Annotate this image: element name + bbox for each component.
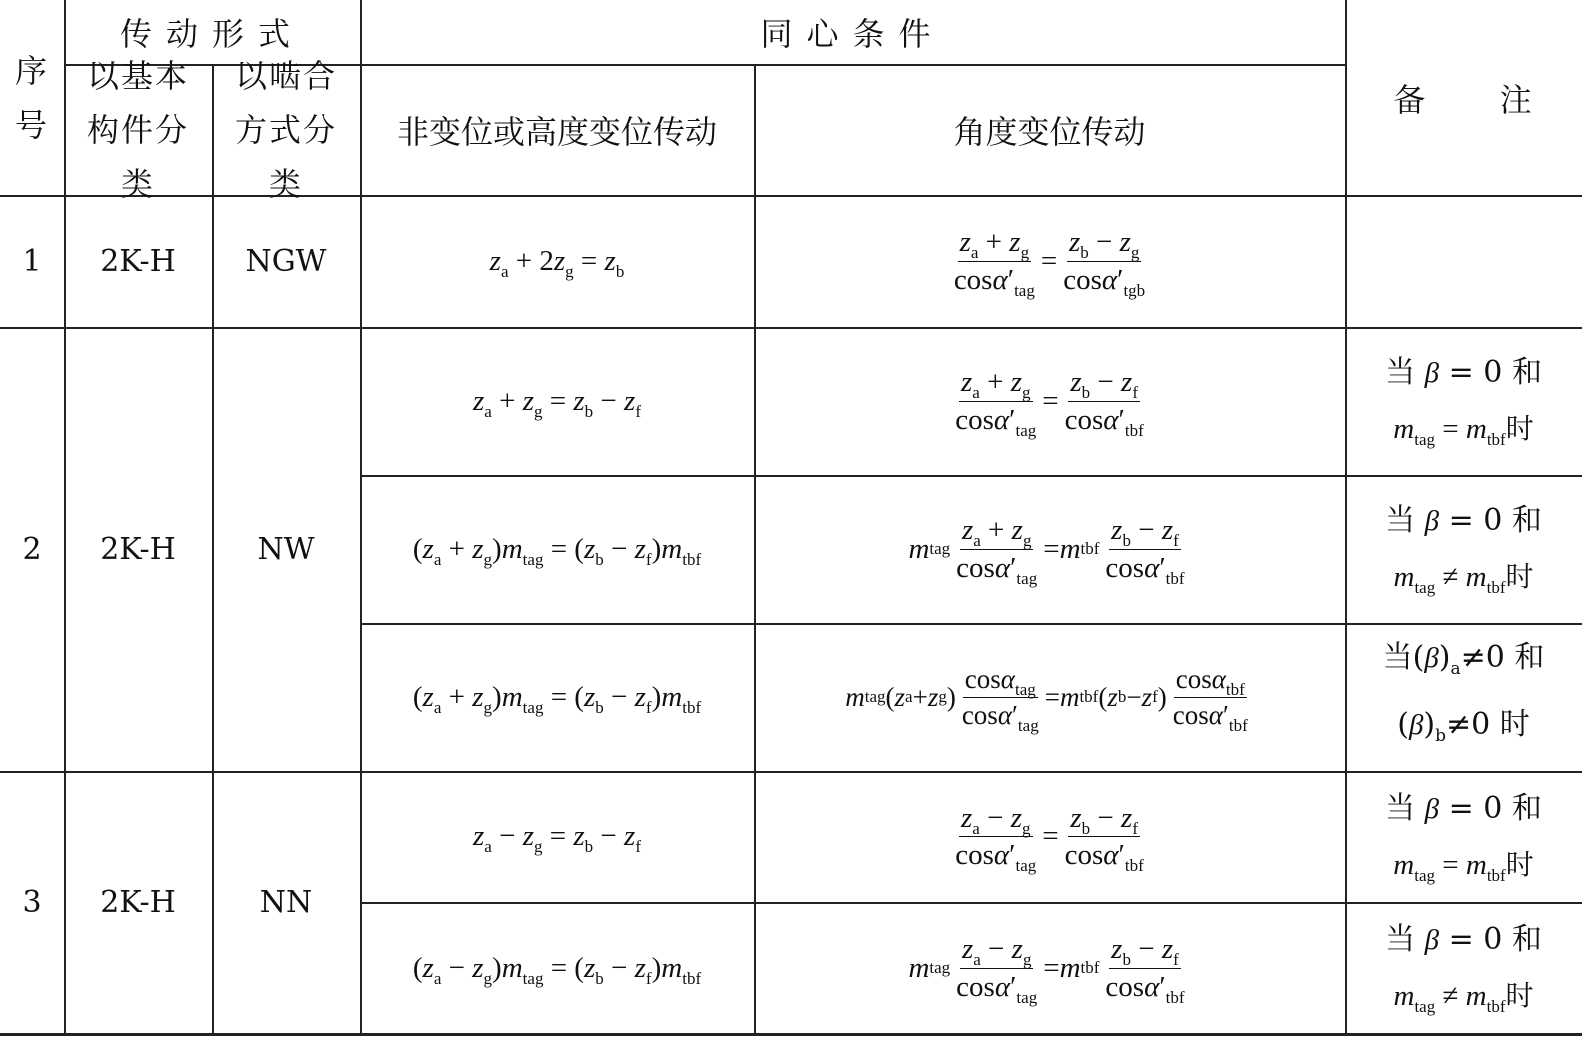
row-3-mesh [212, 771, 360, 1034]
formula-r1-basic: $z_a + 2z_g = z_b$ [489, 244, 625, 281]
row-3-mesh-text: NN [259, 885, 313, 920]
row-1-basic [64, 195, 212, 327]
remark-r2b: 当 β = 0 和 $m_{tag} \ne m_{tbf}$时 [1385, 503, 1542, 597]
header-non-modified [360, 64, 754, 195]
formula-r2c-angle: m tag ( z a + z g ) $\frac{\cos\alpha_{tag}}{\cos\alpha'_{tag}}$ = m tbf ( z b − z f ) $\frac{\cos\alpha_{tbf}}{\cos\alpha'_{tbf}}$ [845, 664, 1248, 735]
formula-r3b-angle: m tag $\frac{z_a - z_g}{\cos\alpha'_{tag}}$ = m tbf $\frac{z_b - z_f}{\cos\alpha'_{tbf}}$ [908, 933, 1185, 1007]
remark-r1 [1345, 195, 1582, 327]
formula-r2b-basic: $(z_a + z_g)m_{tag} = (z_b - z_f)m_{tbf}$ [412, 532, 702, 569]
remark-r3b: 当 β = 0 和 $m_{tag} \ne m_{tbf}$时 [1385, 922, 1542, 1016]
remark-r2a-eq: = [1448, 355, 1474, 390]
header-transmission-form-text: 传动形式 [119, 15, 304, 53]
row-2-basic-text: 2K-H [100, 531, 176, 567]
formula-r2c-basic: $(z_a + z_g)m_{tag} = (z_b - z_f)m_{tbf}$ [412, 680, 702, 717]
header-by-basic-member [64, 56, 212, 203]
row-1-seq [0, 195, 64, 327]
remark-r2a-zero: 0 [1483, 355, 1503, 390]
row-2-seq-text: 2 [22, 531, 42, 567]
row-3-seq-text: 3 [22, 885, 42, 920]
formula-r1-angle: $\frac{z_a + z_g}{\cos\alpha'_{tag}}$ = $\frac{z_b - z_g}{\cos\alpha'_{tgb}}$ [953, 226, 1146, 300]
row-1-mesh [212, 195, 360, 327]
header-seq [0, 0, 64, 195]
row-1-basic-text: 2K-H [100, 243, 176, 279]
row-1-mesh-text: NGW [245, 243, 327, 279]
remark-r2a-and: 和 [1511, 355, 1542, 390]
row-3-basic-text: 2K-H [100, 885, 176, 920]
formula-r2a-angle: $\frac{z_a + z_g}{\cos\alpha'_{tag}}$ = $\frac{z_b - z_f}{\cos\alpha'_{tbf}}$ [955, 366, 1144, 440]
formula-r2a-basic: $z_a + z_g = z_b - z_f$ [473, 384, 641, 421]
row-2-seq [0, 327, 64, 771]
remark-r2a: 当 β = 0 和 $m_{tag} = m_{tbf}$时 [1385, 355, 1542, 449]
header-by-basic-member-text: 以基本构件分类 [86, 56, 189, 203]
row-1-seq-text: 1 [22, 243, 42, 279]
remark-r2c: 当$(\beta)_a\ne 0$ 和 $(\beta)_b\ne 0$ 时 [1382, 640, 1545, 746]
row-2-mesh [212, 327, 360, 771]
remark-r2a-when: 当 [1385, 355, 1416, 390]
header-remark [1345, 0, 1582, 195]
formula-r3a-angle: $\frac{z_a - z_g}{\cos\alpha'_{tag}}$ = $\frac{z_b - z_f}{\cos\alpha'_{tbf}}$ [955, 801, 1144, 875]
row-3-seq [0, 771, 64, 1034]
header-by-mesh-mode-text: 以啮合方式分类 [234, 56, 337, 203]
header-seq-text: 序号 [14, 51, 49, 144]
formula-r2b-angle: m tag $\frac{z_a + z_g}{\cos\alpha'_{tag}}$ = m tbf $\frac{z_b - z_f}{\cos\alpha'_{tbf}}$ [908, 514, 1185, 588]
header-non-modified-text: 非变位或高度变位传动 [396, 112, 717, 151]
header-angle-modified [754, 64, 1345, 195]
row-2-basic [64, 327, 212, 771]
remark-r2a-beta: β [1424, 357, 1440, 389]
row-2-mesh-text: NW [257, 531, 315, 567]
header-concentric-condition [360, 0, 1345, 64]
remark-r3a: 当 β = 0 和 $m_{tag} = m_{tbf}$时 [1385, 790, 1542, 885]
row-3-basic [64, 771, 212, 1034]
formula-r3b-basic: $(z_a - z_g)m_{tag} = (z_b - z_f)m_{tbf}$ [412, 951, 702, 988]
formula-r3a-basic: $z_a - z_g = z_b - z_f$ [473, 820, 641, 856]
header-remark-text: 备 注 [1393, 80, 1534, 119]
header-by-mesh-mode [212, 56, 360, 203]
header-concentric-condition-text: 同心条件 [760, 15, 945, 53]
header-angle-modified-text: 角度变位传动 [953, 112, 1146, 151]
